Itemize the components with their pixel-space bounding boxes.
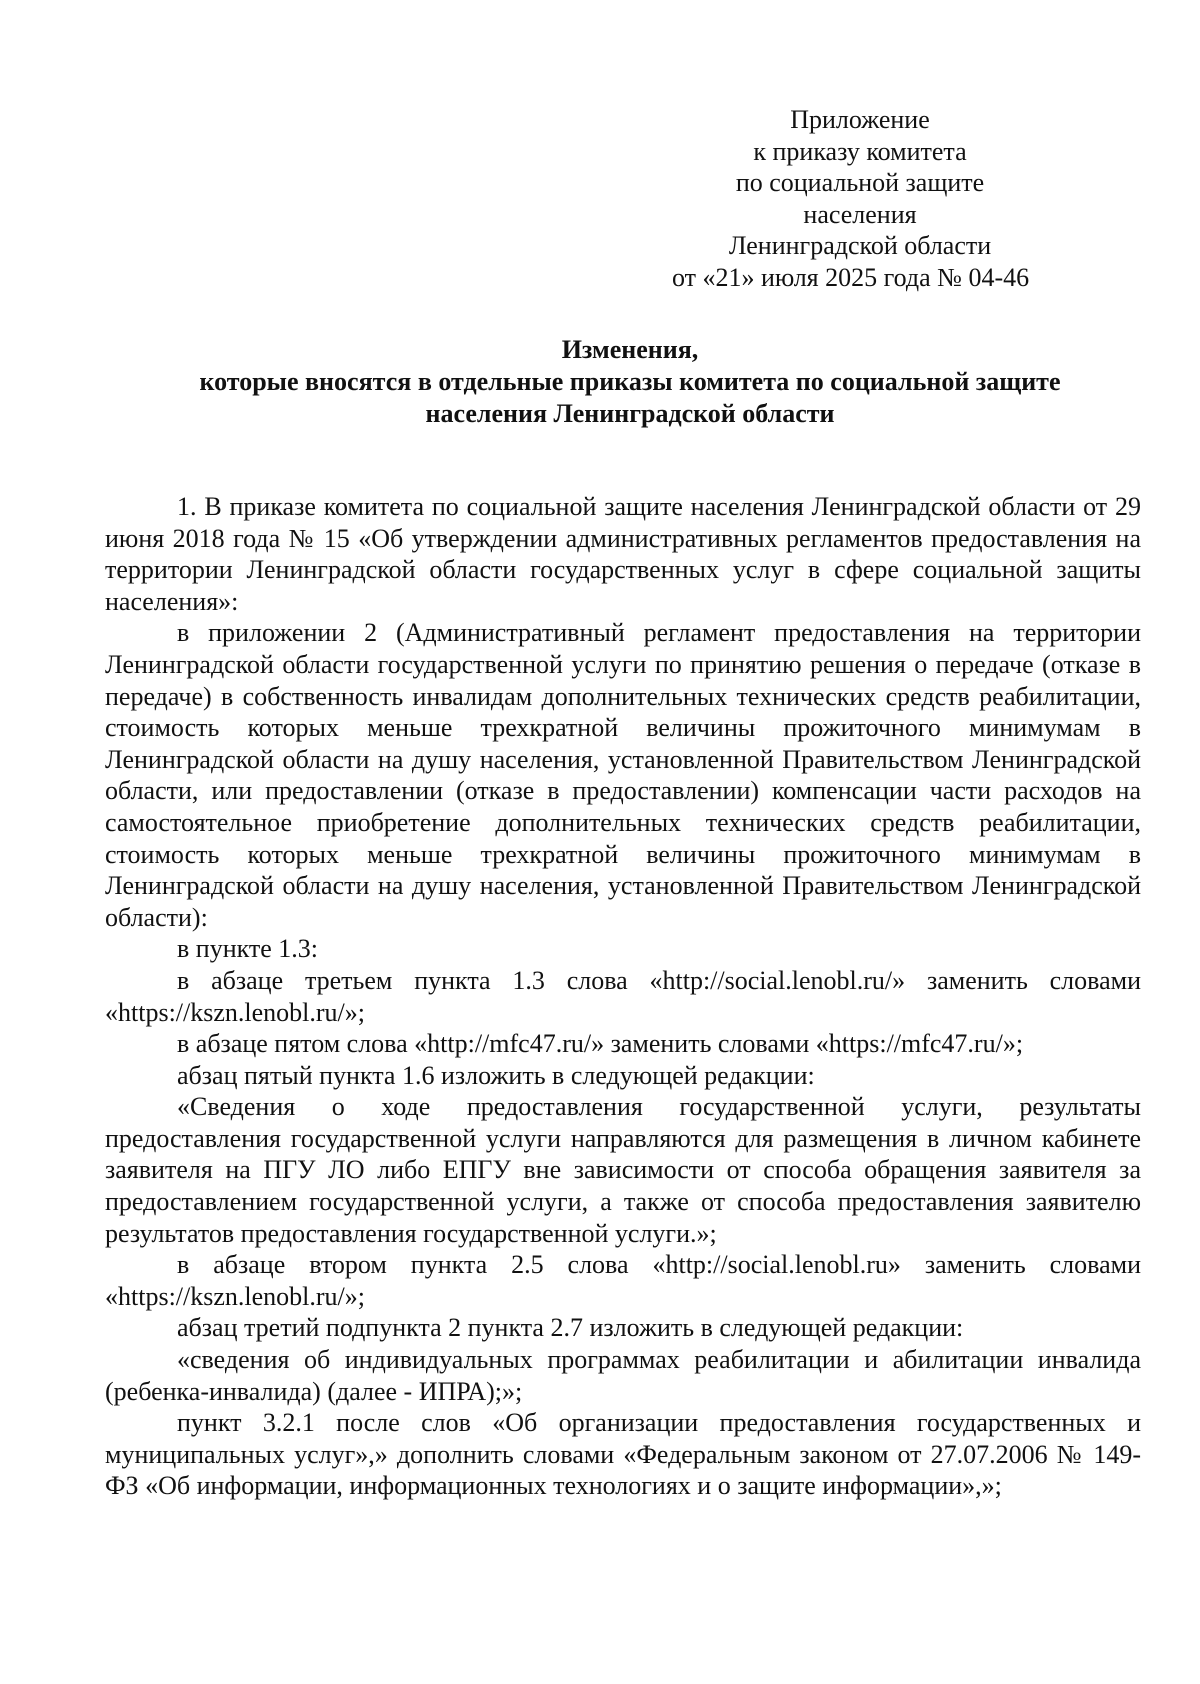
body-paragraph: абзац третий подпункта 2 пункта 2.7 изложить в следующей редакции: — [177, 1313, 964, 1343]
document-body — [105, 491, 1141, 1502]
appendix-line: Ленинградской области — [728, 231, 992, 260]
document-heading — [110, 334, 1150, 430]
heading-subtitle-line: населения Ленинградской области — [425, 399, 835, 428]
body-paragraph: в приложении 2 (Административный регламент предоставления на территории Ленинградской области государственной услуги по принятию решения о передаче (отказе в передаче) в собственность инвалидам дополнительных технических средств реабилитации, стоимость которых меньше трехкратной величины прожиточного минимумам в Ленинградской области на душу населения, установленной Правительством Ленинградской области, или предоставлении (отказе в предоставлении) компенсации части расходов на самостоятельное приобретение дополнительных технических средств реабилитации, стоимость которых меньше трехкратной величины прожиточного минимумам в Ленинградской области на душу населения, установленной Правительством Ленинградской области): — [105, 618, 1141, 932]
body-paragraph: 1. В приказе комитета по социальной защите населения Ленинградской области от 29 июня 2018 года № 15 «Об утверждении административных регламентов предоставления на территории Ленинградской области государственных услуг в сфере социальной защиты населения»: — [105, 492, 1141, 616]
body-paragraph: в абзаце третьем пункта 1.3 слова «http://social.lenobl.ru/» заменить словами «https://kszn.lenobl.ru/»; — [105, 965, 1141, 1027]
appendix-line: к приказу комитета — [753, 136, 967, 166]
appendix-line: по социальной защите — [735, 168, 985, 197]
body-paragraph: в абзаце пятом слова «http://mfc47.ru/» заменить словами «https://mfc47.ru/»; — [177, 1029, 1024, 1059]
heading-title: Изменения, — [561, 335, 699, 364]
heading-subtitle-line: которые вносятся в отдельные приказы комитета по социальной защите — [199, 367, 1061, 396]
body-paragraph: пункт 3.2.1 после слов «Об организации предоставления государственных и муниципальных услуг»,» дополнить словами «Федеральным законом от 27.07.2006 № 149-ФЗ «Об информации, информационных технологиях и о защите информации»,»; — [105, 1408, 1141, 1501]
appendix-line: населения — [803, 199, 917, 229]
appendix-date-line: от «21» июля 2025 года № 04-46 — [672, 262, 1030, 292]
body-paragraph: абзац пятый пункта 1.6 изложить в следующей редакции: — [177, 1060, 815, 1090]
body-paragraph: в пункте 1.3: — [177, 934, 319, 964]
body-paragraph: в абзаце втором пункта 2.5 слова «http://social.lenobl.ru» заменить словами «https://kszn.lenobl.ru/»; — [105, 1250, 1141, 1311]
appendix-block — [620, 104, 1100, 293]
body-paragraph: «Сведения о ходе предоставления государственной услуги, результаты предоставления государственной услуги направляются для размещения в личном кабинете заявителя на ПГУ ЛО либо ЕПГУ вне зависимости от способа обращения заявителя за предоставлением государственной услуги, а также от способа предоставления заявителю результатов предоставления государственной услуги.»; — [105, 1092, 1141, 1248]
appendix-line: Приложение — [790, 105, 930, 134]
body-paragraph: «сведения об индивидуальных программах реабилитации и абилитации инвалида (ребенка-инвалида) (далее - ИПРА);»; — [105, 1345, 1141, 1406]
